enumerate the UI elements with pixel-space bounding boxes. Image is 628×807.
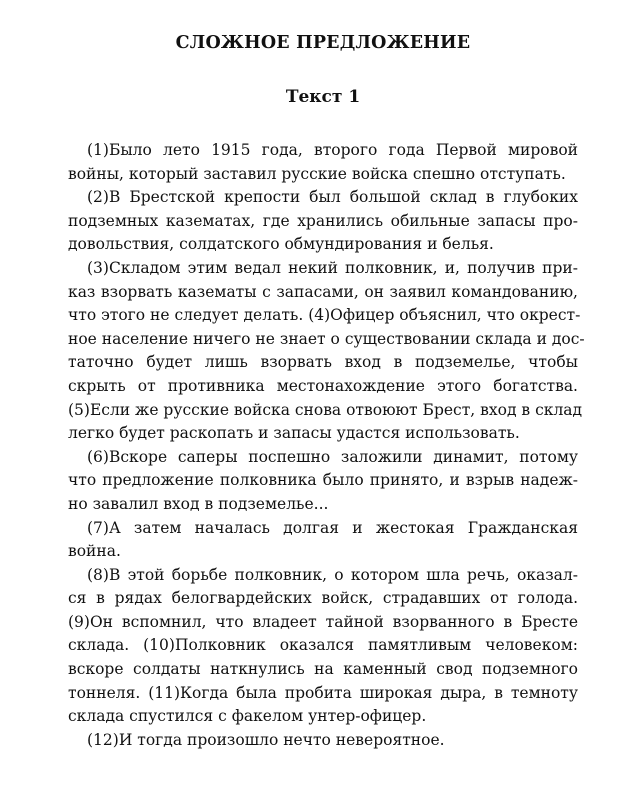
text-line: склада. (10)Полковник оказался памятливым человеком:	[68, 636, 578, 655]
text-body	[68, 139, 585, 752]
text-line: что предложение полковника было принято, и взрыв надеж-	[68, 471, 578, 490]
text-line: (1)Было лето 1915 года, второго года Первой мировой	[87, 141, 578, 159]
paragraph	[68, 517, 578, 564]
text-line: (9)Он вспомнил, что владеет тайной взорванного в Бресте	[68, 612, 578, 631]
text-line: (8)В этой борьбе полковник, о котором шла речь, оказал-	[87, 565, 578, 584]
paragraph	[68, 729, 578, 753]
paragraph	[68, 564, 578, 729]
text-line: что этого не следует делать. (4)Офицер объяснил, что окрест-	[68, 306, 581, 325]
text-line: довольствия, солдатского обмундирования и белья.	[68, 235, 494, 254]
paragraph	[68, 446, 578, 517]
text-line: вскоре солдаты наткнулись на каменный свод подземного	[68, 660, 578, 679]
text-line: ное население ничего не знает о существовании склада и дос-	[68, 329, 585, 348]
text-subtitle: Текст 1	[285, 87, 361, 107]
text-line: войны, который заставил русские войска спешно отступать.	[68, 164, 566, 183]
text-line: война.	[68, 542, 121, 561]
text-line: (5)Если же русские войска снова отвоюют Брест, вход в склад	[68, 400, 583, 419]
text-line: (3)Складом этим ведал некий полковник, и, получив при-	[87, 258, 578, 277]
paragraph	[68, 257, 585, 446]
text-line: склада спустился с факелом унтер-офицер.	[68, 707, 427, 726]
page-title: СЛОЖНОЕ ПРЕДЛОЖЕНИЕ	[175, 33, 471, 53]
text-line: легко будет раскопать и запасы удастся использовать.	[68, 424, 520, 443]
paragraph	[68, 186, 578, 257]
text-line: но завалил вход в подземелье...	[68, 494, 329, 513]
text-line: (12)И тогда произошло нечто невероятное.	[87, 730, 445, 749]
document-page	[0, 31, 628, 807]
paragraph	[68, 139, 578, 186]
text-line: (7)А затем началась долгая и жестокая Гражданская	[87, 518, 578, 537]
text-line: (6)Вскоре саперы поспешно заложили динамит, потому	[87, 447, 578, 466]
text-line: подземных казематах, где хранились обильные запасы про-	[68, 211, 578, 230]
text-line: таточно будет лишь взорвать вход в подземелье, чтобы	[68, 353, 578, 372]
text-line: тоннеля. (11)Когда была пробита широкая дыра, в темноту	[68, 683, 578, 702]
text-line: скрыть от противника местонахождение этого богатства.	[68, 376, 578, 395]
text-line: каз взорвать казематы с запасами, он заявил командованию,	[68, 282, 578, 301]
text-line: (2)В Брестской крепости был большой склад в глубоких	[87, 188, 578, 207]
text-line: ся в рядах белогвардейских войск, страдавших от голода.	[68, 589, 578, 608]
